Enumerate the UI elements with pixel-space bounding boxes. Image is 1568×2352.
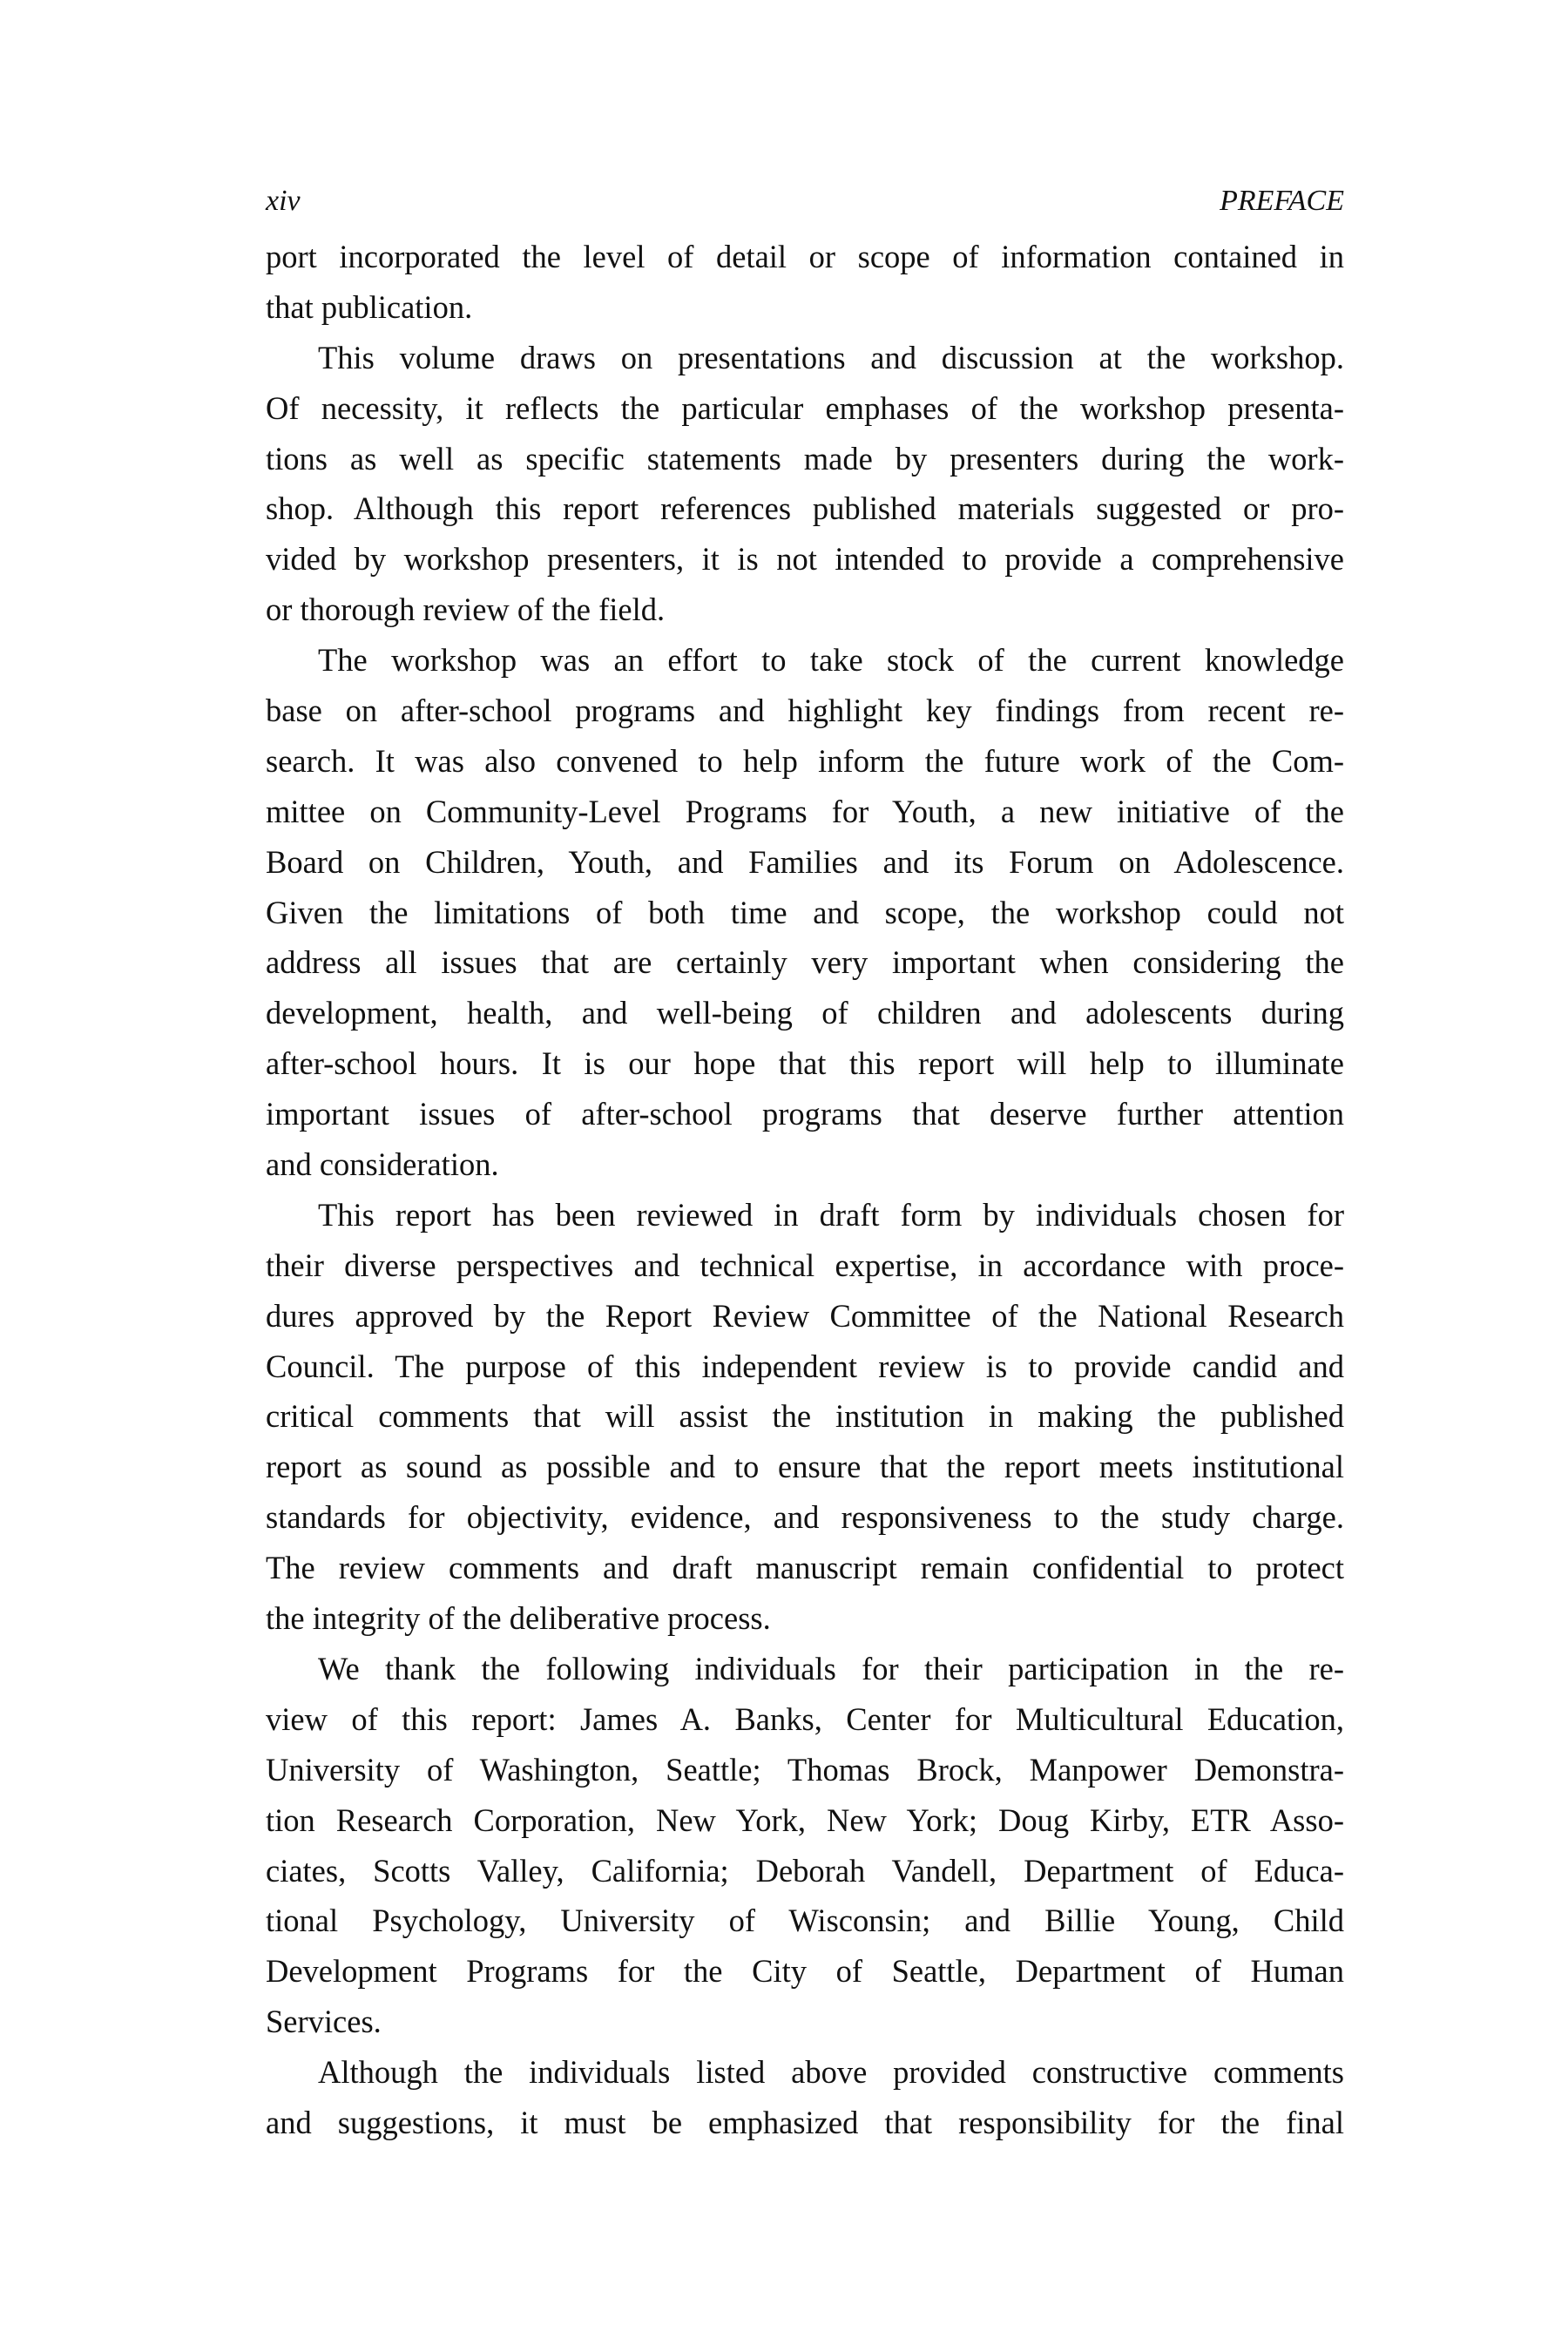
text-line: Services. [266, 2004, 382, 2040]
text-line: shop. Although this report references published materials suggested or pro- [266, 490, 1344, 527]
text-line: after-school hours. It is our hope that this report will help to illuminate [266, 1045, 1344, 1082]
text-line: standards for objectivity, evidence, and responsiveness to the study charge. [266, 1499, 1344, 1536]
paragraph [266, 635, 1344, 1190]
text-line: the integrity of the deliberative process. [266, 1600, 771, 1637]
text-line: The review comments and draft manuscript remain confidential to protect [266, 1550, 1344, 1586]
text-line: dures approved by the Report Review Committee of the National Research [266, 1297, 1344, 1334]
text-line: port incorporated the level of detail or scope of information contained in [266, 239, 1344, 274]
paragraph [266, 2047, 1344, 2148]
text-line: The workshop was an effort to take stock of the current knowledge [318, 642, 1344, 679]
text-line: Council. The purpose of this independent review is to provide candid and [266, 1348, 1344, 1384]
text-line: report as sound as possible and to ensure that the report meets institutional [266, 1449, 1344, 1485]
text-line: critical comments that will assist the institution in making the published [266, 1398, 1344, 1435]
text-line: Development Programs for the City of Seattle, Department of Human [266, 1953, 1344, 1990]
page-number: xiv [266, 185, 301, 217]
body-text [266, 232, 1344, 2148]
text-line: tions as well as specific statements made by presenters during the work- [266, 440, 1344, 476]
text-line: mittee on Community-Level Programs for Youth, a new initiative of the [266, 793, 1344, 829]
text-line: vided by workshop presenters, it is not intended to provide a comprehensive [266, 541, 1344, 578]
text-line: important issues of after-school programs that deserve further attention [266, 1096, 1344, 1132]
text-line: or thorough review of the field. [266, 591, 666, 628]
text-line: and consideration. [266, 1146, 499, 1183]
running-header [266, 185, 1344, 228]
text-line: tion Research Corporation, New York, New York; Doug Kirby, ETR Asso- [266, 1801, 1344, 1838]
text-line: We thank the following individuals for their participation in the re- [318, 1650, 1344, 1686]
text-line: Given the limitations of both time and scope, the workshop could not [266, 894, 1344, 930]
text-line: Although the individuals listed above provided constructive comments [318, 2054, 1344, 2091]
text-line: search. It was also convened to help inform the future work of the Com- [266, 742, 1344, 779]
text-line: view of this report: James A. Banks, Center for Multicultural Education, [266, 1700, 1344, 1737]
text-line: address all issues that are certainly very important when considering the [266, 944, 1344, 981]
text-line: development, health, and well-being of children and adolescents during [266, 995, 1344, 1031]
text-line: their diverse perspectives and technical expertise, in accordance with proce- [266, 1247, 1344, 1283]
text-line: tional Psychology, University of Wisconsin; and Billie Young, Child [266, 1903, 1344, 1939]
text-line: Of necessity, it reflects the particular emphases of the workshop presenta- [266, 389, 1344, 426]
text-line: University of Washington, Seattle; Thomas Brock, Manpower Demonstra- [266, 1751, 1344, 1788]
paragraph [266, 232, 1344, 333]
paragraph [266, 1190, 1344, 1644]
text-line: base on after-school programs and highlight key findings from recent re- [266, 693, 1344, 729]
paragraph [266, 333, 1344, 635]
running-title: PREFACE [1220, 185, 1344, 217]
text-line: This report has been reviewed in draft form by individuals chosen for [318, 1196, 1344, 1233]
text-line: Board on Children, Youth, and Families and its Forum on Adolescence. [266, 843, 1344, 880]
text-line: ciates, Scotts Valley, California; Deborah Vandell, Department of Educa- [266, 1852, 1344, 1889]
text-line: and suggestions, it must be emphasized that responsibility for the final [266, 2104, 1344, 2140]
text-line: This volume draws on presentations and discussion at the workshop. [318, 339, 1344, 375]
text-line: that publication. [266, 288, 473, 325]
paragraph [266, 1644, 1344, 2047]
